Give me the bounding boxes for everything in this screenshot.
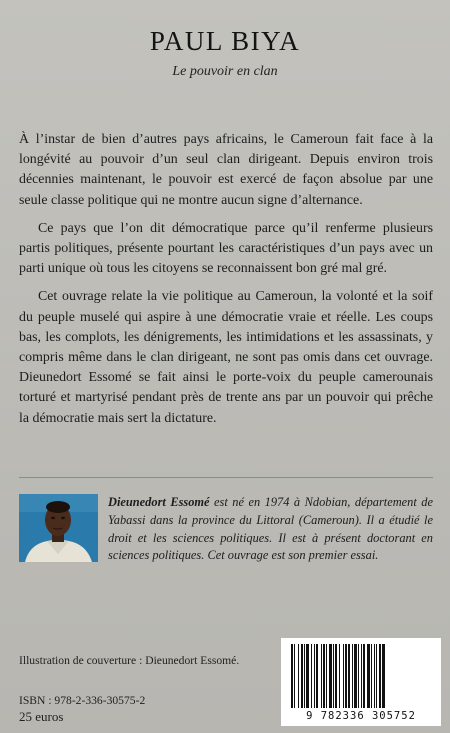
author-bio-text: est né en 1974 à Ndobian, département de Yabassi dans la province du Littoral (Cameroun). Il a étudié le droit et les sciences politiques. Il est à présent doctorant en sciences politiques. Cet ouvrage est son premier essai. — [108, 495, 433, 563]
isbn-barcode — [281, 638, 441, 726]
book-title: PAUL BIYA — [149, 26, 301, 56]
isbn-label: ISBN : 978-2-336-30575-2 — [19, 694, 146, 707]
author-photo — [19, 494, 98, 562]
author-name: Dieunedort Essomé — [108, 495, 210, 509]
barcode-bars — [281, 638, 441, 710]
book-subtitle: Le pouvoir en clan — [172, 64, 278, 79]
blurb-paragraph-2: Ce pays que l’on dit démocratique parce qu’il renferme plusieurs partis politiques, présente pourtant les caractéristiques d’un pays avec un parti unique où tous les citoyens se reconnaissent bon gré mal gré. — [19, 220, 433, 277]
blurb-text — [19, 130, 433, 437]
price-label: 25 euros — [19, 709, 64, 724]
barcode-digits: 9 782336 305752 — [306, 710, 416, 722]
blurb-paragraph-3: Cet ouvrage relate la vie politique au Cameroun, la volonté et la soif du peuple muselé qui aspire à une démocratie vraie et réelle. Les coups bas, les complots, les dénigrements, les intimidations et les assassinats, y compris même dans le clan dirigeant, ne sont pas omis dans cet ouvrage. Dieunedort Essomé se fait ainsi le porte-voix du peuple camerounais torturé et martyrisé pendant près de trente ans par un pouvoir qui prêche la démocratie mais sert la dictature. — [19, 289, 433, 426]
blurb-paragraph-1: À l’instar de bien d’autres pays africains, le Cameroun fait face à la longévité au pouvoir d’un seul clan dirigeant. Depuis environ trois décennies maintenant, le pouvoir est exercé de façon absolue par une seule classe politique qui ne montre aucun signe d’alternance. — [19, 132, 433, 208]
cover-illustration-credit: Illustration de couverture : Dieunedort Essomé. — [19, 654, 240, 667]
section-divider — [19, 477, 433, 478]
author-bio — [108, 494, 433, 565]
author-portrait-image — [19, 494, 98, 562]
